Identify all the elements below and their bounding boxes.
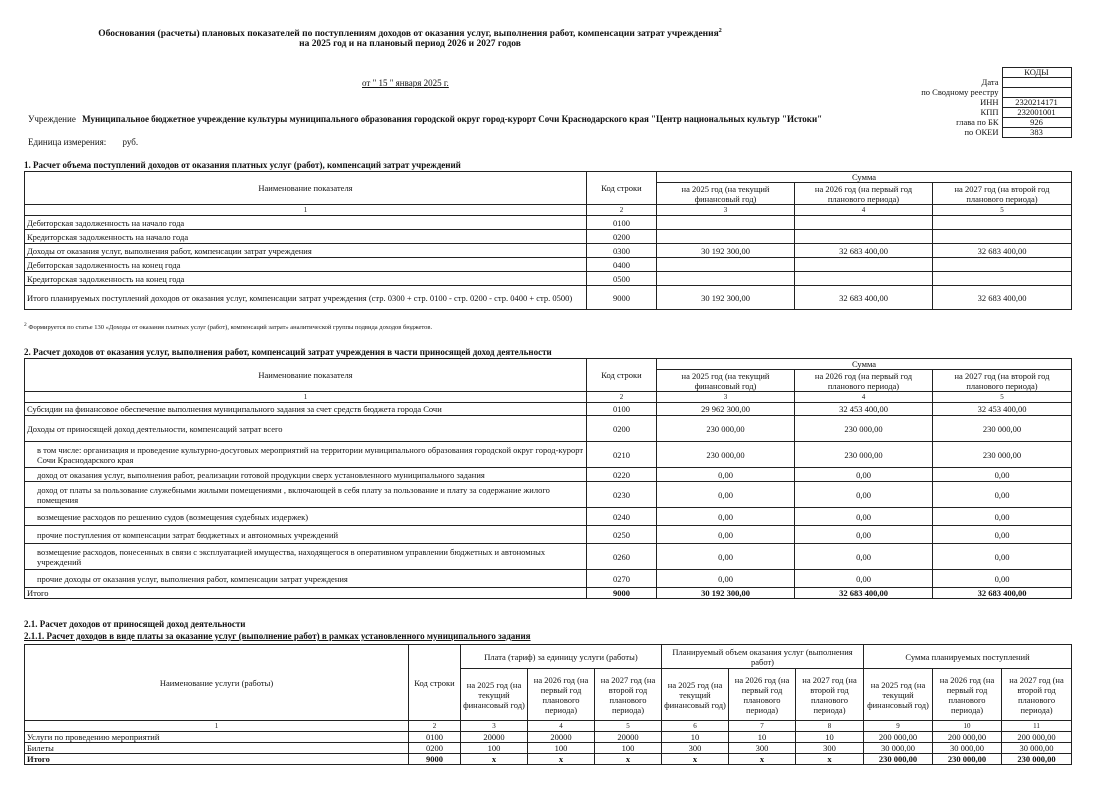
table-row-total: Итого 9000 x x x x x x 230 000,00 230 000,00 230 000,00 xyxy=(25,754,1072,765)
unit-line xyxy=(28,137,138,147)
table-row: Кредиторская задолженность на начало года 0200 xyxy=(25,230,1072,244)
s1-colnum: 3 xyxy=(657,205,795,216)
s1-head-y1: на 2025 год (на текущий финансовый год) xyxy=(657,183,795,205)
s1-colnum: 1 xyxy=(25,205,587,216)
s21-head-sum: Сумма планируемых поступлений xyxy=(864,645,1072,669)
s2-head-name: Наименование показателя xyxy=(25,359,587,392)
table-row: Билеты 0200 100 100 100 300 300 300 30 000,00 30 000,00 30 000,00 xyxy=(25,743,1072,754)
title-line2: на 2025 год и на плановый период 2026 и 2027 годов xyxy=(299,39,521,50)
institution-name: Муниципальное бюджетное учреждение культуры муниципального образования городской округ город-курорт Сочи Краснодарского края "Центр национальных культур "Истоки" xyxy=(82,114,823,124)
s1-head-code: Код строки xyxy=(587,172,657,205)
table-row: Дебиторская задолженность на начало года 0100 xyxy=(25,216,1072,230)
table-row: Кредиторская задолженность на конец года 0500 xyxy=(25,272,1072,286)
codes-table xyxy=(890,67,1072,138)
s2-colnum: 2 xyxy=(587,392,657,403)
s2-head-y2: на 2026 год (на первый год планового периода) xyxy=(795,370,933,392)
codes-value: 2320214171 xyxy=(1002,98,1071,108)
document-title xyxy=(60,28,760,49)
s2-colnum: 5 xyxy=(933,392,1072,403)
title-line1: Обоснования (расчеты) плановых показателей по поступлениям доходов от оказания услуг, выполнения работ, компенсации затрат учреждения xyxy=(98,29,719,40)
table-row: возмещение расходов по решению судов (возмещения судебных издержек) 0240 0,00 0,00 0,00 xyxy=(25,508,1072,526)
table-row: в том числе: организация и проведение культурно-досуговых мероприятий на территории муниципального образования городской округ город-курорт Сочи Краснодарского края 0210 230 000,00 230 000,00 230 000,00 xyxy=(25,442,1072,468)
codes-label: Дата xyxy=(981,77,999,87)
s2-colnum: 1 xyxy=(25,392,587,403)
s1-colnum: 2 xyxy=(587,205,657,216)
s1-head-sum: Сумма xyxy=(657,172,1072,183)
unit-value: руб. xyxy=(122,137,139,147)
s1-colnum: 4 xyxy=(795,205,933,216)
section1-title: 1. Расчет объема поступлений доходов от оказания платных услуг (работ), компенсаций затрат учреждений xyxy=(24,160,461,170)
table-row-total: Итого 9000 30 192 300,00 32 683 400,00 32 683 400,00 xyxy=(25,588,1072,599)
codes-label: ИНН xyxy=(980,97,999,107)
table-row: доход от оказания услуг, выполнения работ, реализации готовой продукции сверх установленного муниципального задания 0220 0,00 0,00 0,00 xyxy=(25,468,1072,482)
table-row: Итого планируемых поступлений доходов от оказания услуг, компенсации затрат учреждения (стр. 0300 + стр. 0100 - стр. 0200 - стр. 0400 + стр. 0500) 9000 30 192 300,00 32 683 400,00 32 683 400,00 xyxy=(25,286,1072,310)
table-row: Услуги по проведению мероприятий 0100 20000 20000 20000 10 10 10 200 000,00 200 000,00 200 000,00 xyxy=(25,732,1072,743)
section2-title: 2. Расчет доходов от оказания услуг, выполнения работ, компенсаций затрат учреждения в части приносящей доход деятельности xyxy=(24,347,552,357)
title-footnote-mark: 2 xyxy=(718,28,722,34)
section2-table xyxy=(24,358,1072,599)
s2-head-y3: на 2027 год (на второй год планового периода) xyxy=(933,370,1072,392)
codes-value xyxy=(1002,78,1071,88)
table-row: прочие доходы от оказания услуг, выполнения работ, компенсации затрат учреждения 0270 0,00 0,00 0,00 xyxy=(25,570,1072,588)
codes-label: по Сводному реестру xyxy=(921,87,999,97)
s21-head-code: Код строки xyxy=(409,645,461,721)
codes-value: 232001001 xyxy=(1002,108,1071,118)
s2-colnum: 3 xyxy=(657,392,795,403)
codes-label: глава по БК xyxy=(956,117,999,127)
s1-head-y2: на 2026 год (на первый год планового периода) xyxy=(795,183,933,205)
section21-table: Наименование услуги (работы) Код строки Плата (тариф) за единицу услуги (работы) Планируемый объем оказания услуг (выполнения работ) Сумма планируемых поступлений на 2025 год (на текущий финансовый год) на 2026 год (на первый год планового периода) на 2027 год (на второй год планового периода) на 2025 год (на текущий финансовый год) на 2026 год (на первый год планового периода) на 2027 год (на второй год планового периода) на 2025 год (на текущий финансовый год) на 2026 год (на первый год планового периода) на 2027 год (на второй год планового периода) 1 2 3 4 5 6 7 8 9 10 11 Услуги по проведению мероприятий 0100 20000 20000 20000 10 10 10 200 000,00 200 000,00 200 000,00 Билеты 0200 100 100 100 300 300 300 30 000,00 30 000,00 30 000,00 Итого 9000 x x x x x x 230 000,00 230 000,00 230 000,00 xyxy=(24,644,1072,765)
institution-line xyxy=(28,114,822,124)
s1-head-name: Наименование показателя xyxy=(25,172,587,205)
s2-colnum: 4 xyxy=(795,392,933,403)
section1-footnote: $^2$ Формируется по статье 130 «Доходы от оказания платных услуг (работ), компенсаций затрат» аналитической группы подвида доходов бюджетов. xyxy=(24,322,433,332)
codes-value: 926 xyxy=(1002,118,1071,128)
table-row: Субсидии на финансовое обеспечение выполнения муниципального задания за счет средств бюджета города Сочи 0100 29 962 300,00 32 453 400,00 32 453 400,00 xyxy=(25,403,1072,416)
table-row: Доходы от оказания услуг, выполнения работ, компенсации затрат учреждения 0300 30 192 300,00 32 683 400,00 32 683 400,00 xyxy=(25,244,1072,258)
date-line: от " 15 " января 2025 г. xyxy=(362,78,449,88)
s2-head-sum: Сумма xyxy=(657,359,1072,370)
s2-head-code: Код строки xyxy=(587,359,657,392)
table-row: прочие поступления от компенсации затрат бюджетных и автономных учреждений 0250 0,00 0,00 0,00 xyxy=(25,526,1072,544)
s1-head-y3: на 2027 год (на второй год планового периода) xyxy=(933,183,1072,205)
codes-label: КПП xyxy=(980,107,999,117)
codes-header: КОДЫ xyxy=(1002,68,1071,78)
codes-label: по ОКЕИ xyxy=(964,127,999,137)
codes-value: 383 xyxy=(1002,128,1071,138)
s1-colnum: 5 xyxy=(933,205,1072,216)
table-row: Дебиторская задолженность на конец года 0400 xyxy=(25,258,1072,272)
section21-subtitle: 2.1.1. Расчет доходов в виде платы за оказание услуг (выполнение работ) в рамках установленного муниципального задания xyxy=(24,631,531,641)
s21-head-tariff: Плата (тариф) за единицу услуги (работы) xyxy=(461,645,662,669)
s2-head-y1: на 2025 год (на текущий финансовый год) xyxy=(657,370,795,392)
table-row: Доходы от приносящей доход деятельности, компенсаций затрат всего 0200 230 000,00 230 000,00 230 000,00 xyxy=(25,416,1072,442)
table-row: возмещение расходов, понесенных в связи с эксплуатацией имущества, находящегося в оперативном управлении бюджетных и автономных учреждений 0260 0,00 0,00 0,00 xyxy=(25,544,1072,570)
institution-label: Учреждение xyxy=(28,114,76,124)
codes-value xyxy=(1002,88,1071,98)
s21-head-volume: Планируемый объем оказания услуг (выполнения работ) xyxy=(662,645,864,669)
section21-title: 2.1. Расчет доходов от приносящей доход деятельности xyxy=(24,619,246,629)
table-row: доход от платы за пользование служебными жилыми помещениями , включающей в себя плату за пользование и плату за содержание жилого помещения 0230 0,00 0,00 0,00 xyxy=(25,482,1072,508)
section1-table xyxy=(24,171,1072,310)
s21-head-name: Наименование услуги (работы) xyxy=(25,645,409,721)
unit-label: Единица измерения: xyxy=(28,137,107,147)
